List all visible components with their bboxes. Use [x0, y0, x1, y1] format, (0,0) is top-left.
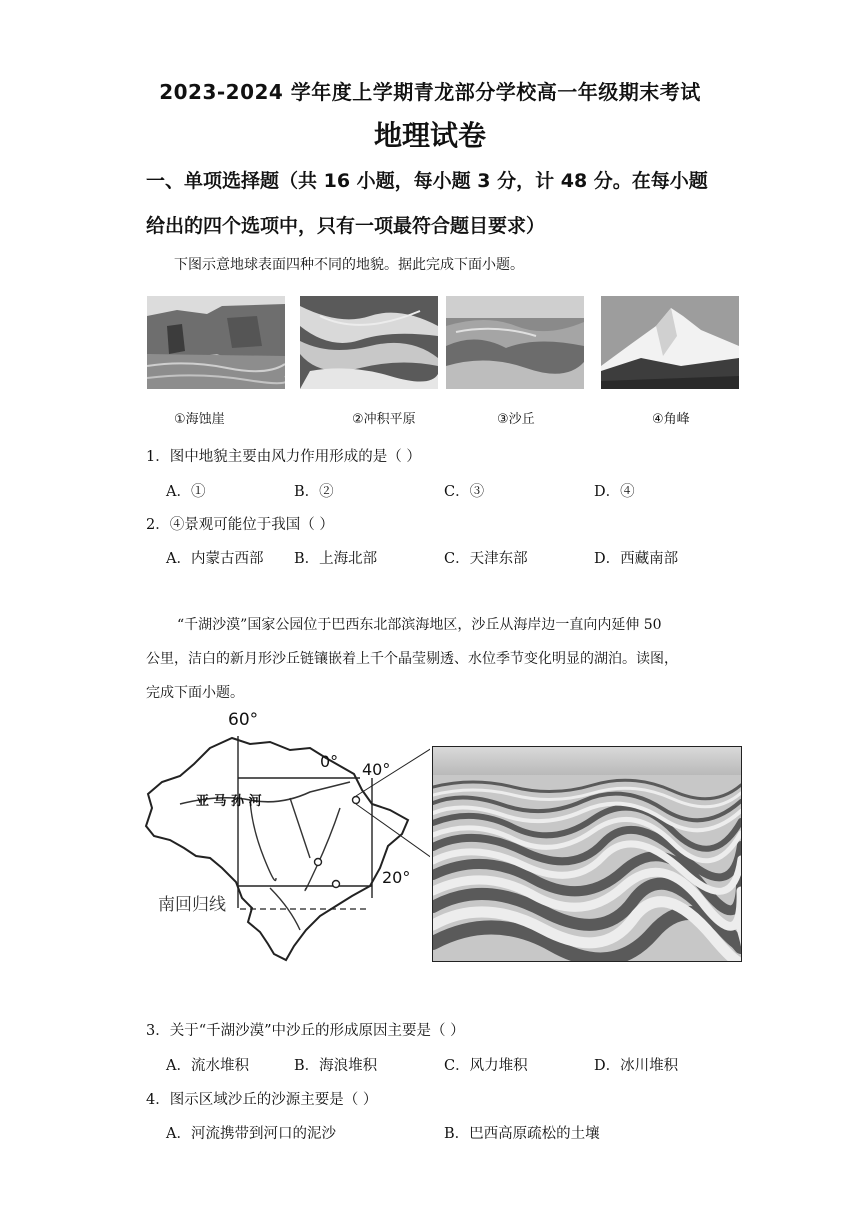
brazil-map — [140, 708, 430, 978]
q2-option-c: C．天津东部 — [444, 551, 528, 567]
q3-option-a: A．流水堆积 — [166, 1058, 249, 1074]
tropic-of-capricorn-label: 南回归线 — [158, 895, 226, 915]
horn-peak-image — [601, 296, 739, 389]
q2-option-d: D．西藏南部 — [594, 551, 679, 567]
q2-option-b: B．上海北部 — [294, 551, 378, 567]
q4-option-a: A．河流携带到河口的泥沙 — [166, 1126, 336, 1142]
caption-sand-dune: ③沙丘 — [497, 412, 535, 427]
section-heading-line1: 一、单项选择题（共 16 小题，每小题 3 分，计 48 分。在每小题 — [146, 170, 708, 192]
intro-text-2-line3: 完成下面小题。 — [146, 685, 244, 701]
question-1-stem: 1．图中地貌主要由风力作用形成的是（ ） — [146, 449, 421, 465]
subject-title: 地理试卷 — [373, 119, 486, 152]
q1-option-d: D．④ — [594, 484, 635, 500]
longitude-60-label: 60° — [228, 710, 259, 730]
intro-text-1: 下图示意地球表面四种不同的地貌。据此完成下面小题。 — [174, 257, 524, 273]
exam-title: 2023-2024 学年度上学期青龙部分学校高一年级期末考试 — [159, 80, 701, 104]
section-heading-line2: 给出的四个选项中，只有一项最符合题目要求） — [146, 215, 546, 237]
sea-cliff-image — [147, 296, 285, 389]
question-4-stem: 4．图示区域沙丘的沙源主要是（ ） — [146, 1092, 378, 1108]
question-3-stem: 3．关于“千湖沙漠”中沙丘的形成原因主要是（ ） — [146, 1023, 465, 1039]
q2-option-a: A．内蒙古西部 — [166, 551, 264, 567]
q3-option-c: C．风力堆积 — [444, 1058, 528, 1074]
intro-text-2-line2: 公里，洁白的新月形沙丘链镶嵌着上千个晶莹剔透、水位季节变化明显的湖泊。读图， — [146, 651, 678, 667]
q1-option-a: A．① — [166, 484, 206, 500]
caption-horn-peak: ④角峰 — [652, 412, 690, 427]
caption-sea-cliff: ①海蚀崖 — [174, 412, 225, 427]
amazon-river-label: 亚 马 孙 河 — [196, 794, 262, 809]
q3-option-b: B．海浪堆积 — [294, 1058, 378, 1074]
q1-option-b: B．② — [294, 484, 334, 500]
lencois-dunes-image — [432, 746, 742, 962]
question-2-stem: 2．④景观可能位于我国（ ） — [146, 517, 334, 533]
q3-option-d: D．冰川堆积 — [594, 1058, 679, 1074]
sand-dune-image — [446, 296, 584, 389]
q1-option-c: C．③ — [444, 484, 485, 500]
latitude-20-label: 20° — [382, 868, 411, 887]
caption-alluvial-plain: ②冲积平原 — [352, 412, 416, 427]
q4-option-b: B．巴西高原疏松的土壤 — [444, 1126, 600, 1142]
intro-text-2-line1: “千湖沙漠”国家公园位于巴西东北部滨海地区，沙丘从海岸边一直向内延伸 50 — [177, 617, 662, 633]
alluvial-plain-image — [300, 296, 438, 389]
longitude-40-label: 40° — [362, 760, 391, 779]
latitude-0-label: 0° — [320, 752, 339, 771]
